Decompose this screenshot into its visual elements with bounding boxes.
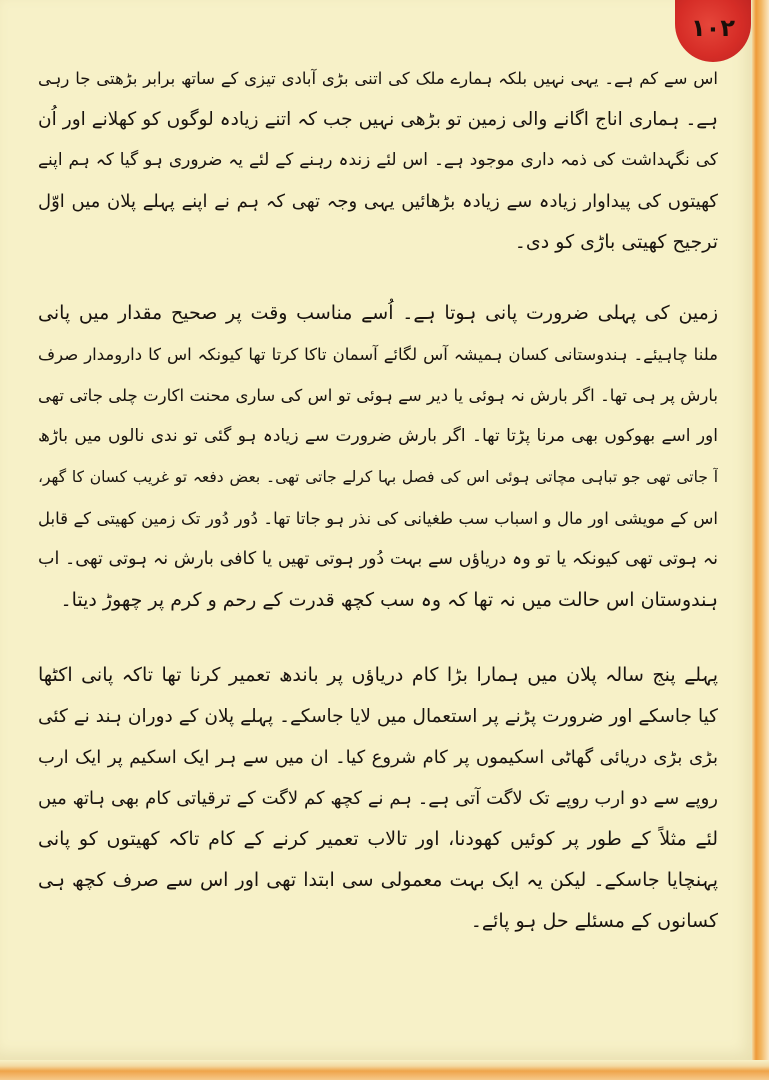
text-line: روپے سے دو ارب روپے تک لاگت آتی ہے۔ ہم نے کچھ کم لاگت کے ترقیاتی کام بھی ہاتھ میں: [38, 788, 718, 809]
text-line: ترجیح کھیتی باڑی کو دی۔: [514, 231, 718, 253]
text-line: پہلے پنج سالہ پلان میں ہمارا بڑا کام دریاؤں پر باندھ تعمیر کرنا تھا تاکہ پانی اکٹھا: [38, 664, 718, 686]
text-line: بارش پر ہی تھا۔ اگر بارش نہ ہوئی یا دیر سے ہوئی تو اس کی ساری محنت اکارت چلی جاتی تھی: [38, 386, 718, 405]
text-line: ہندوستان اس حالت میں نہ تھا کہ وہ سب کچھ قدرت کے رحم و کرم پر چھوڑ دیتا۔: [60, 589, 718, 611]
text-line: پہنچایا جاسکے۔ لیکن یہ ایک بہت معمولی سی ابتدا تھی اور اس سے صرف کچھ ہی: [38, 869, 718, 891]
text-line: کسانوں کے مسئلے حل ہو پائے۔: [470, 910, 718, 932]
text-line: بڑی بڑی دریائی گھاٹی اسکیموں پر کام شروع کیا۔ ان میں سے ہر ایک اسکیم پر ایک ارب: [38, 747, 718, 768]
text-line: اور اسے بھوکوں بھی مرنا پڑتا تھا۔ اگر بارش ضرورت سے زیادہ ہو گئی تو ندی نالوں میں باڑھ: [38, 426, 718, 446]
page-number: ۱۰۲: [691, 14, 735, 42]
text-line: اس سے کم ہے۔ یہی نہیں بلکہ ہمارے ملک کی اتنی بڑی آبادی تیزی کے ساتھ برابر بڑھتی جا رہی: [38, 69, 718, 88]
text-line: کیا جاسکے اور ضرورت پڑنے پر استعمال میں لایا جاسکے۔ پہلے پلان کے دوران ہند نے کئی: [38, 706, 718, 727]
paragraph-spacer: [38, 621, 718, 655]
text-line: آ جاتی تھی جو تباہی مچاتی ہوئی اس کی فصل بہا کرلے جاتی تھی۔ بعض دفعہ تو غریب کسان کا گھر،: [38, 468, 718, 486]
text-line: اس کے مویشی اور مال و اسباب سب طغیانی کی نذر ہو جاتا تھا۔ دُور دُور تک زمین کھیتی کے قابل: [38, 509, 718, 528]
text-line: نہ ہوتی تھی کیونکہ یا تو وہ دریاؤں سے بہت دُور ہوتی تھیں یا کافی بارش نہ ہوتی تھی۔ اب: [38, 549, 718, 569]
text-line: کھیتوں کی پیداوار زیادہ سے زیادہ بڑھائیں یہی وجہ تھی کہ ہم نے اپنے پہلے پلان میں اوّل: [38, 191, 718, 212]
paragraph-1: [38, 58, 718, 263]
text-line: زمین کی پہلی ضرورت پانی ہوتا ہے۔ اُسے مناسب وقت پر صحیح مقدار میں پانی: [38, 302, 718, 324]
text-line: کی نگہداشت کی ذمہ داری موجود ہے۔ اس لئے زندہ رہنے کے لئے یہ ضروری ہو گیا کہ ہم اپنے: [38, 150, 718, 170]
text-line: ملنا چاہیئے۔ ہندوستانی کسان ہمیشہ آس لگائے آسمان تاکا کرتا تھا کیونکہ اس کا دارومدار صرف: [38, 345, 718, 364]
text-line: ہے۔ ہماری اناج اگانے والی زمین تو بڑھی نہیں جب کہ اتنے زیادہ لوگوں کو کھلانے اور اُن: [38, 109, 718, 130]
text-line: لئے مثلاً کے طور پر کوئیں کھودنا، اور تالاب تعمیر کرنے کے کام تاکہ کھیتوں کو پانی: [38, 828, 718, 850]
paragraph-spacer: [38, 263, 718, 293]
paragraph-2: [38, 293, 718, 621]
page-edge-right: [752, 0, 769, 1080]
paragraph-3: [38, 655, 718, 942]
page-edge-bottom: [0, 1060, 769, 1080]
body-text: [38, 58, 718, 942]
